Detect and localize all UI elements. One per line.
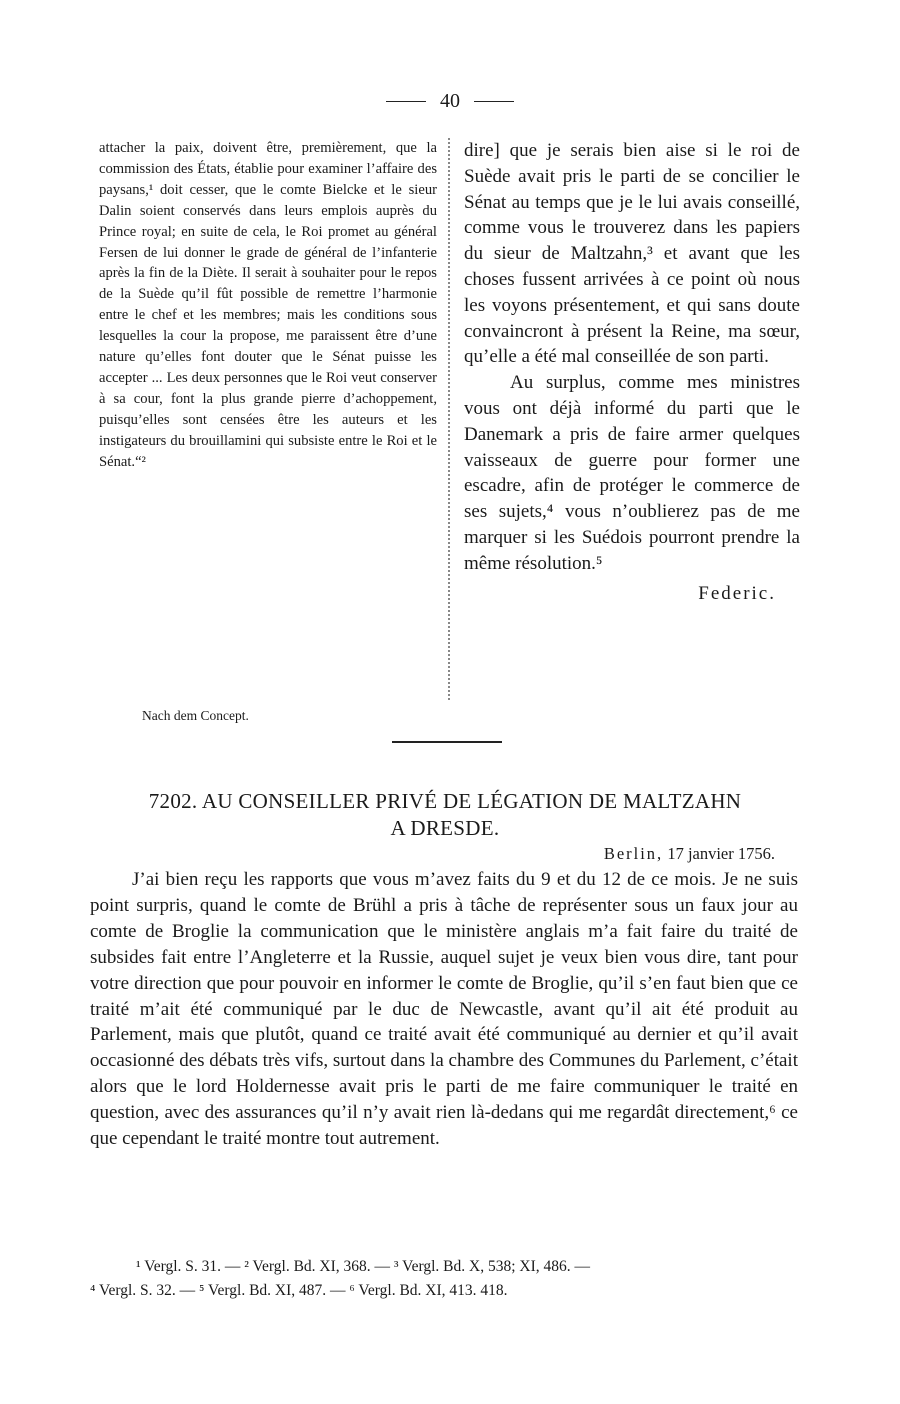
header-dash-right — [474, 101, 514, 102]
letter-date-value: 17 janvier 1756. — [667, 844, 775, 863]
header-dash-left — [386, 101, 426, 102]
section-rule — [392, 741, 502, 743]
letter-date-place: Berlin, — [603, 844, 664, 863]
left-column-text: attacher la paix, doivent être, premièrement, que la commission des États, établie pour examiner l’affaire des paysans,¹ doit cesser, que le comte Bielcke et le sieur Dalin soient conservés dans leurs emplois auprès du Prince royal; en suite de cela, le Roi promet au général Fersen de lui donner le grade de général de l’infanterie après la fin de la Diète. Il serait à souhaiter pour le repos de la Suède qu’il fût possible de remettre l’harmonie entre le chef et les membres; mais les conditions sous lesquelles la cour la propose, me paraissent être d’une nature qu’elles font douter que le Sénat puisse les accepter ... Les deux personnes que le Roi veut conserver à sa cour, font la plus grande pierre d’achoppement, puisqu’elles sont censées être les auteurs et les instigateurs du brouillamini qui subsiste entre le Roi et le Sénat.“² — [99, 140, 437, 470]
letter-body-paragraph: J’ai bien reçu les rapports que vous m’avez faits du 9 et du 12 de ce mois. Je ne suis point surpris, quand le comte de Brühl a pris à tâche de représenter sous un faux jour au comte de Broglie la communication que le ministère anglais m’a fait faire du traité de subsides fait entre l’Angleterre et la Russie, auquel sujet je veux bien vous dire, tant pour votre direction que pour pouvoir en informer le comte de Broglie, qu’il s’en faut bien que ce traité m’ait été communiqué par le duc de Newcastle, avant qu’il ait été produit au Parlement, mais que plutôt, quand ce traité avait été communiqué au dernier et qu’il avait occasionné des débats très vifs, surtout dans la chambre des Communes du Parlement, c’était alors que le lord Holdernesse avait pris le parti de me faire communiquer le traité en question, avec des assurances qu’il n’y avait rien là-dedans qui me regardât directement,⁶ ce que cependant le traité montre tout autrement. — [90, 869, 798, 1150]
page-header — [0, 90, 900, 113]
footnotes — [90, 1255, 800, 1303]
letter-heading-line-1: 7202. AU CONSEILLER PRIVÉ DE LÉGATION DE MALTZAHN — [148, 789, 742, 813]
right-column-letter-end — [464, 138, 800, 606]
footnote-line-2: ⁴ Vergl. S. 32. — ⁵ Vergl. Bd. XI, 487. — ⁶ Vergl. Bd. XI, 413. 418. — [90, 1282, 508, 1299]
page-number: 40 — [440, 90, 460, 112]
column-divider — [448, 138, 450, 700]
letter-heading — [90, 788, 800, 842]
right-column-paragraph-1: dire] que je serais bien aise si le roi de Suède avait pris le parti de se concilier le Sénat au temps que je le lui avais conseillé, comme vous le trouverez dans les papiers du sieur de Maltzahn,³ et avant que les choses fussent arrivées à ce point où nous les voyons présentement, et qui sans doute convaincront à présent la Reine, ma sœur, qu’elle a été mal conseillée de son parti. — [464, 140, 800, 368]
signature: Federic. — [698, 582, 776, 604]
footnote-line-1: ¹ Vergl. S. 31. — ² Vergl. Bd. XI, 368. — ³ Vergl. Bd. X, 538; XI, 486. — — [136, 1258, 590, 1275]
source-note: Nach dem Concept. — [142, 708, 249, 723]
left-column-quote — [99, 138, 437, 473]
right-column-paragraph-2: Au surplus, comme mes ministres vous ont déjà informé du parti que le Danemark a pris de faire armer quelques vaisseaux de guerre pour former une escadre, afin de protéger le commerce de ses sujets,⁴ vous n’oublierez pas de me marquer si les Suédois pourront prendre la même résolution.⁵ — [464, 372, 800, 574]
letter-date — [604, 844, 775, 864]
letter-body — [90, 867, 798, 1152]
letter-heading-line-2: A DRESDE. — [390, 816, 500, 840]
